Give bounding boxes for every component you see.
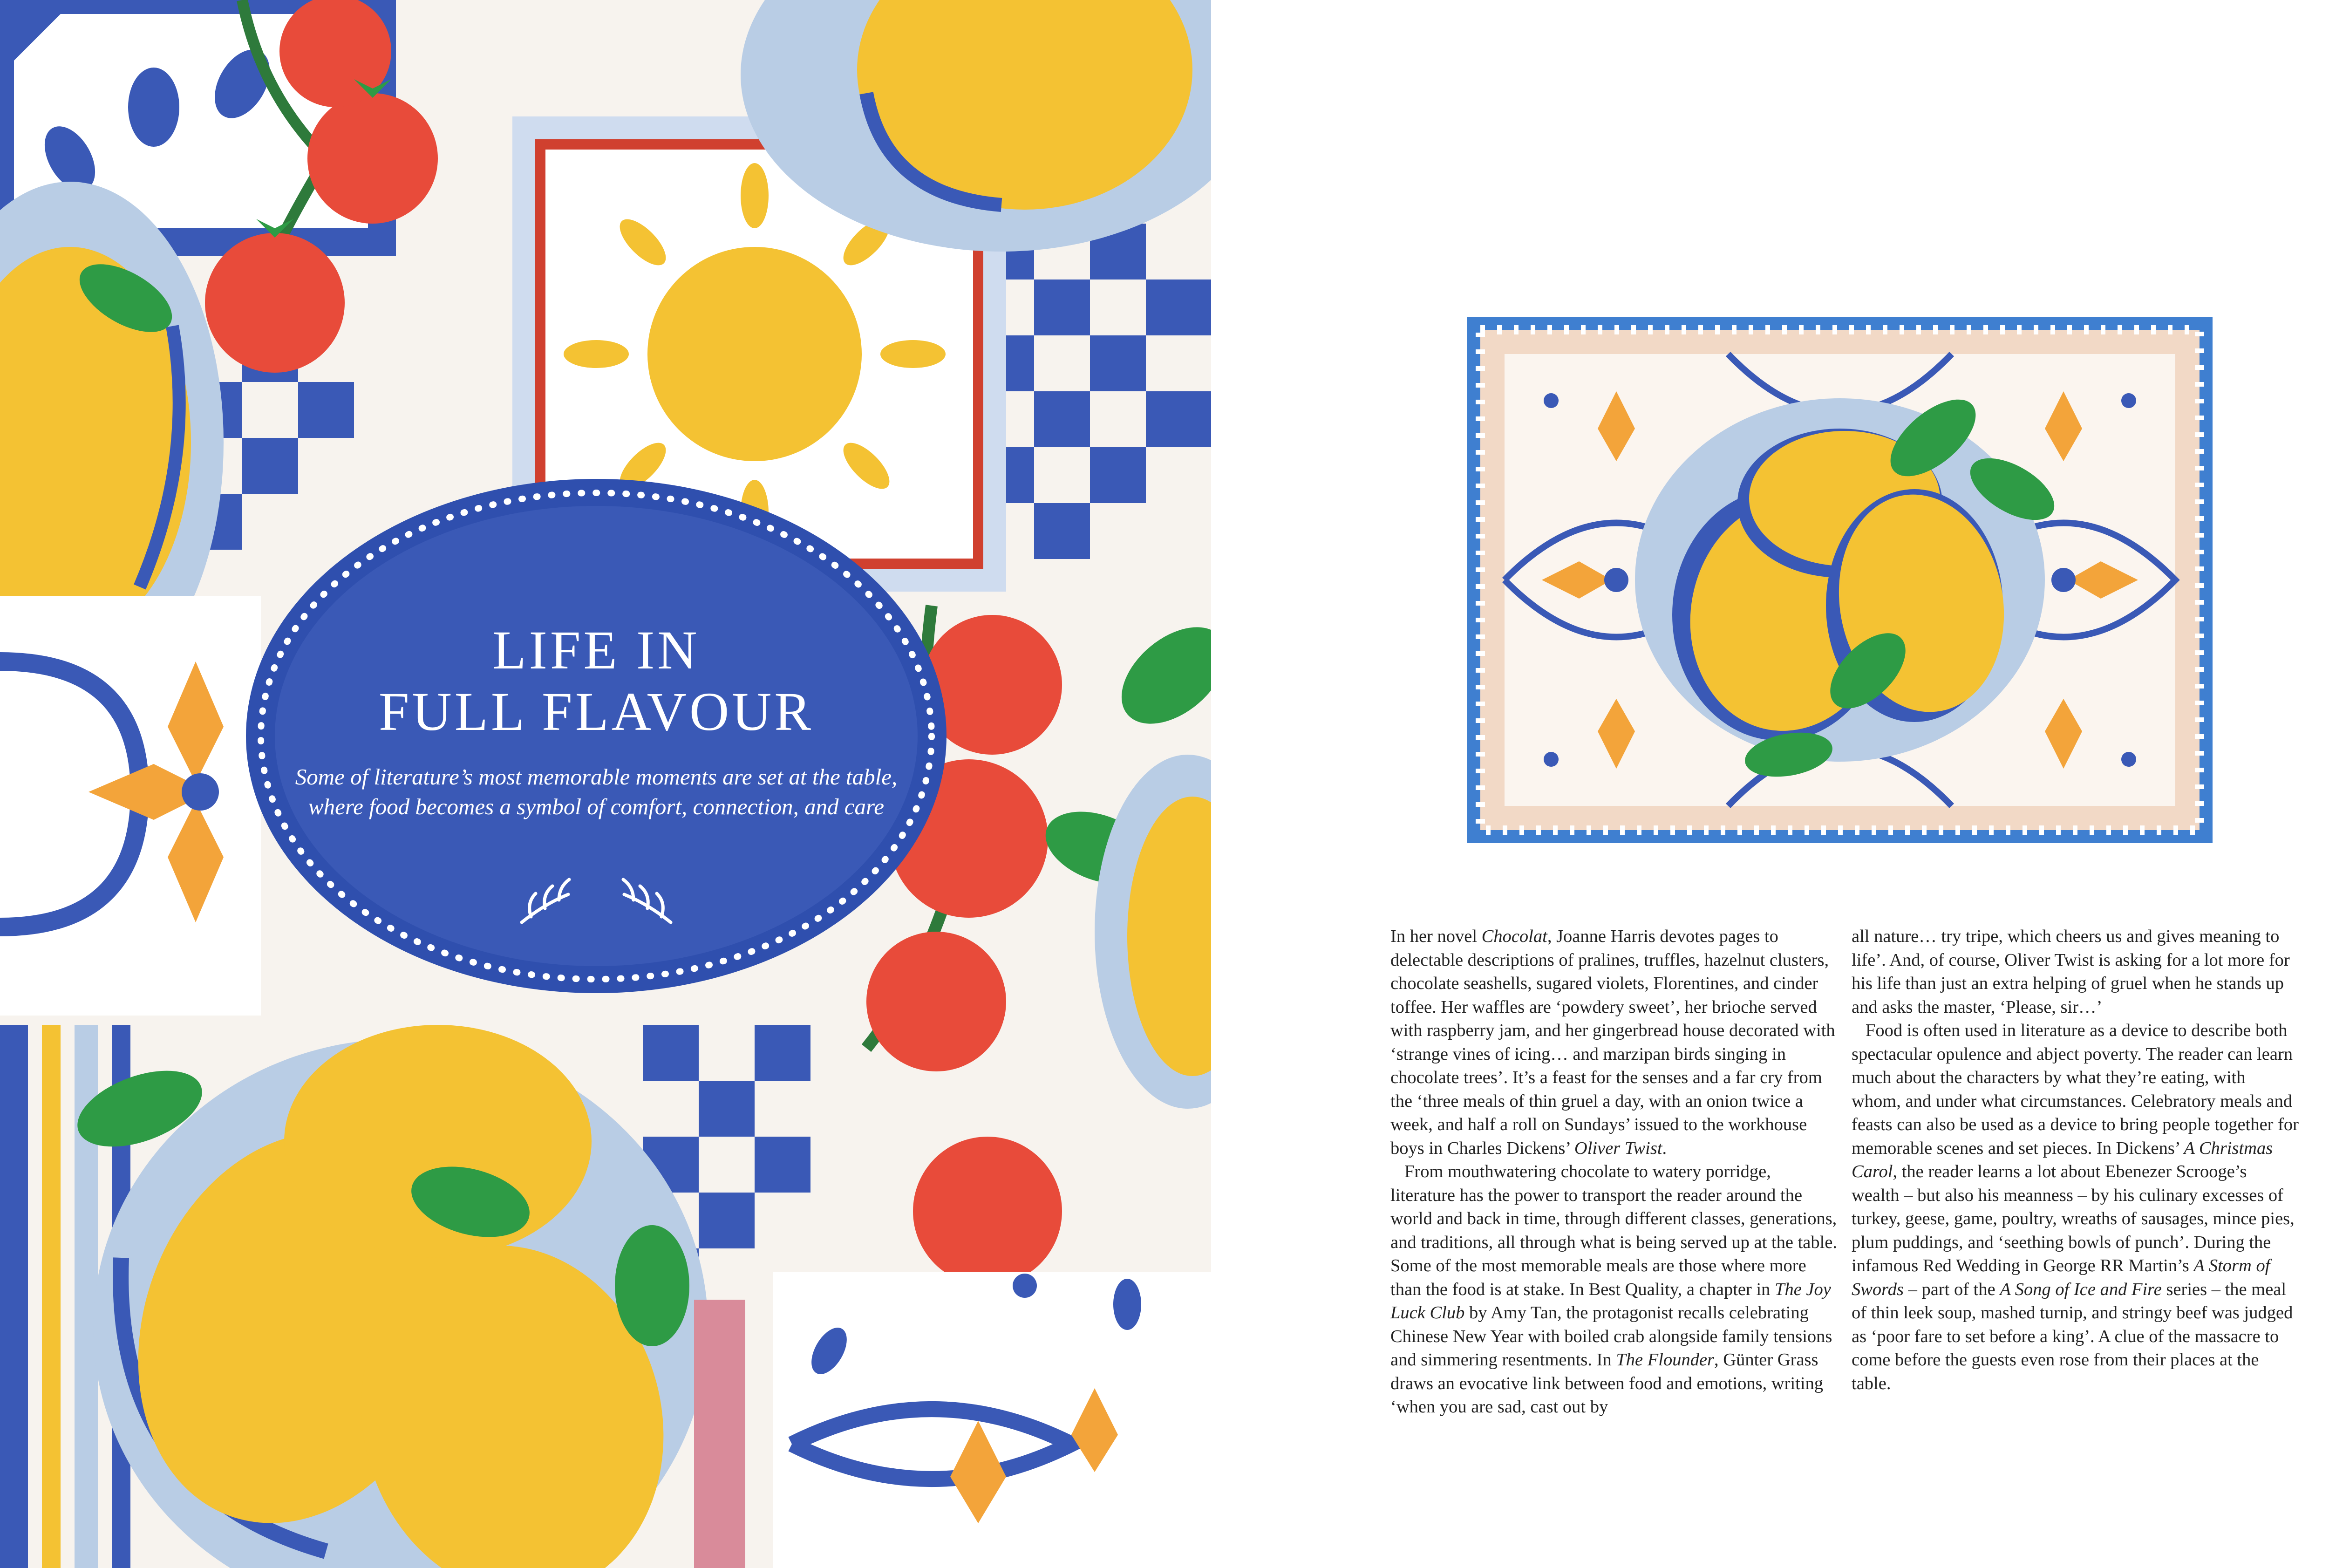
book-title: The Flounder xyxy=(1616,1350,1715,1370)
body-paragraph xyxy=(1852,1019,2299,1395)
text-run: , Günter Grass draws an evocative link between food and emotions, writing ‘when you are sad, cast out by xyxy=(1390,1350,1824,1417)
text-run: – part of the xyxy=(1903,1279,2000,1299)
book-title: A Christmas Carol xyxy=(1852,1138,2273,1181)
text-run: , the reader learns a lot about Ebenezer Scrooge’s wealth – but also his meanness – by his culinary excesses of turkey, geese, game, poultry, wreaths of sausages, mince pies, plum puddings, and ‘seething bowls of punch’. During the infamous Red Wedding in George RR Martin’s xyxy=(1852,1162,2295,1275)
text-run: From mouthwatering chocolate to watery porridge, literature has the power to transport the reader around the world and back in time, through different classes, generations, and traditions, all through what is being served up at the table. Some of the most memorable meals are those where more than the food is at stake. In Best Quality, a chapter in xyxy=(1390,1162,1838,1299)
text-run: by Amy Tan, the protagonist recalls celebrating Chinese New Year with boiled crab alongside family tensions and simmering resentments. In xyxy=(1390,1303,1832,1370)
body-column-1 xyxy=(1390,925,1838,1419)
body-paragraph xyxy=(1390,1160,1838,1419)
body-paragraph: all nature… try tripe, which cheers us and gives meaning to life’. And, of course, Oliver Twist is asking for a lot more for his life than just an extra helping of gruel when he stands up and asks the master, ‘Please, sir…’ xyxy=(1852,927,2290,1017)
book-title: Oliver Twist xyxy=(1574,1138,1662,1158)
lemons-on-tile-stamp-illustration xyxy=(1467,317,2213,843)
text-run: series – the meal of thin leek soup, mashed turnip, and stringy beef was judged as ‘poor fare to set before a king’. A clue of the massacre to come before the guests even rose from their places at the table. xyxy=(1852,1279,2293,1393)
title-block xyxy=(289,620,904,822)
book-title: The Joy Luck Club xyxy=(1390,1279,1831,1323)
book-title: Chocolat xyxy=(1481,927,1547,946)
body-paragraph xyxy=(1390,925,1838,1160)
text-run: , Joanne Harris devotes pages to delectable descriptions of pralines, truffles, hazelnut clusters, chocolate seashells, sugared violets, Florentines, and cinder toffee. Her waffles are ‘powdery sweet’, her brioche served with raspberry jam, and her gingerbread house decorated with ‘strange vines of icing… and marzipan birds singing in chocolate trees’. It’s a feast for the senses and a far cry from the ‘three meals of thin gruel a day, with an onion twice a week, and half a roll on Sundays’ issued to the workhouse boys in Charles Dickens’ xyxy=(1390,927,1835,1158)
title-line-2: FULL FLAVOUR xyxy=(378,681,814,742)
title-line-1: LIFE IN xyxy=(492,620,700,681)
book-title: A Song of Ice and Fire xyxy=(2000,1279,2162,1299)
book-title: A Storm of Swords xyxy=(1852,1256,2270,1299)
body-column-2 xyxy=(1852,925,2299,1395)
text-run: . xyxy=(1662,1138,1667,1158)
subtitle: Some of literature’s most memorable moments are set at the table, where food becomes a symbol of comfort, connection, and care xyxy=(295,764,898,819)
text-run: Food is often used in literature as a device to describe both spectacular opulence and abject poverty. The reader can learn much about the characters by what they’re eating, with whom, and under what circumstances. Celebratory meals and feasts can also be used as a device to bring people together for memorable scenes and set pieces. In Dickens’ xyxy=(1852,1021,2299,1158)
text-run: In her novel xyxy=(1390,927,1482,946)
